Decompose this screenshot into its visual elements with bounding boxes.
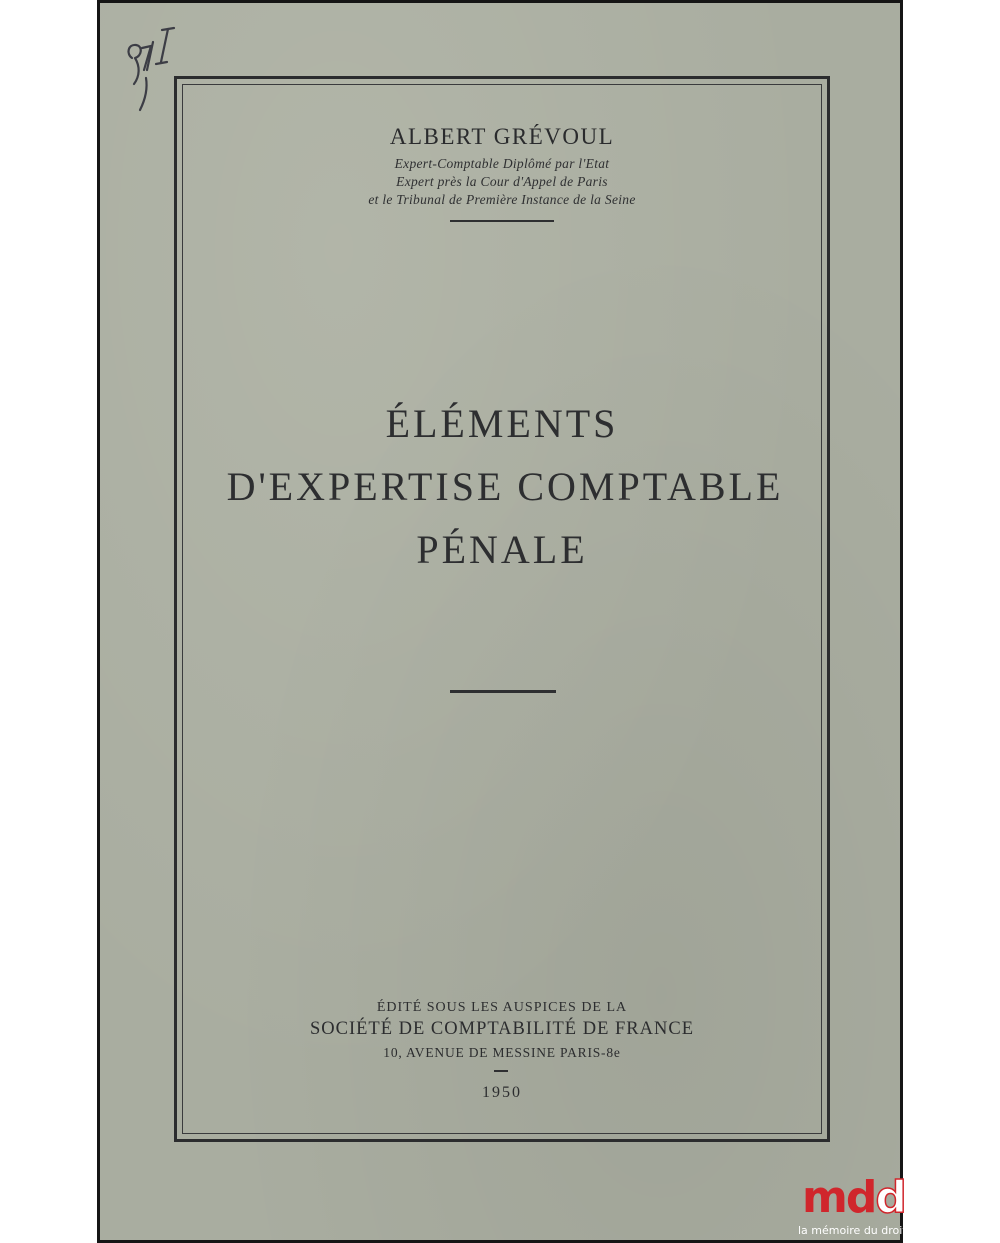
cover-edge <box>900 0 903 1243</box>
cover-edge <box>97 0 903 3</box>
cover-edge <box>97 0 100 1243</box>
author-credential: et le Tribunal de Première Instance de la Seine <box>368 192 636 207</box>
cover-border-inner <box>182 84 822 1134</box>
author-credential: Expert près la Cour d'Appel de Paris <box>396 174 608 189</box>
author-credential: Expert-Comptable Diplômé par l'Etat <box>394 156 610 171</box>
book-title-line: PÉNALE <box>416 527 588 572</box>
divider-rule <box>450 220 554 222</box>
publisher-name: SOCIÉTÉ DE COMPTABILITÉ DE FRANCE <box>309 1019 695 1039</box>
book-title-line: ÉLÉMENTS <box>385 401 619 446</box>
mdd-tagline: la mémoire du droit <box>798 1224 907 1237</box>
divider-rule <box>450 690 556 693</box>
publisher-address: 10, AVENUE DE MESSINE PARIS-8e <box>383 1045 621 1060</box>
mdd-logo: mdd <box>802 1172 905 1223</box>
divider-rule <box>494 1070 508 1072</box>
publication-year: 1950 <box>482 1084 522 1101</box>
handwritten-shelf-mark <box>118 18 188 113</box>
publisher-line: ÉDITÉ SOUS LES AUSPICES DE LA <box>376 1000 628 1015</box>
author-name: ALBERT GRÉVOUL <box>389 124 615 149</box>
book-title-line: D'EXPERTISE COMPTABLE <box>226 464 784 509</box>
